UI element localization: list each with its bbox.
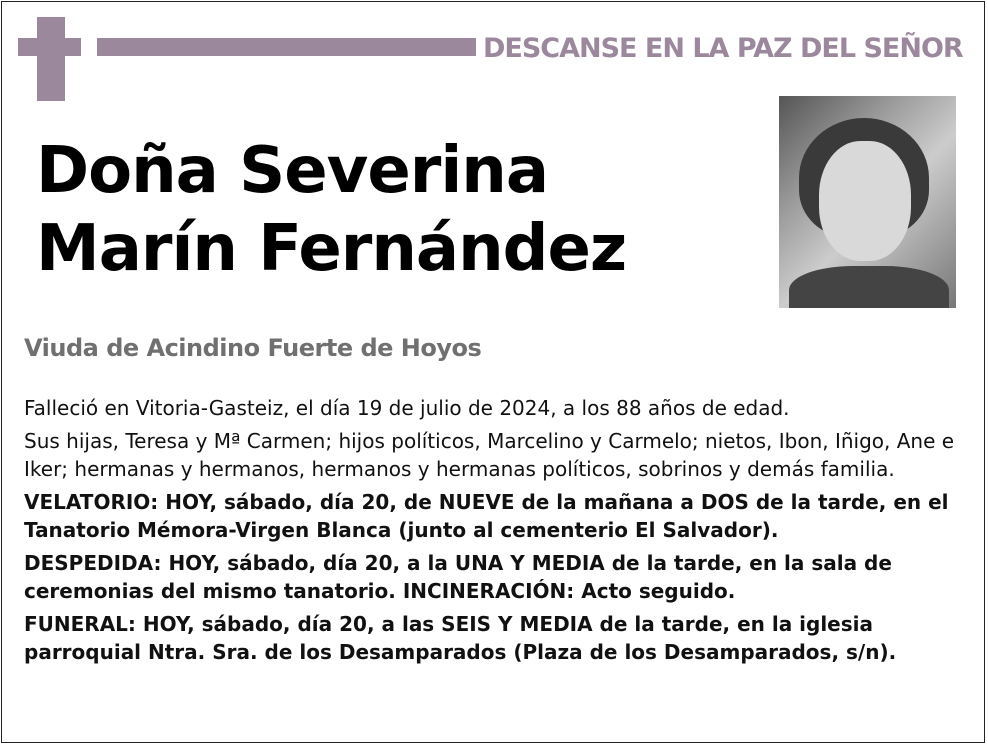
- header-rule: [97, 38, 476, 56]
- name-line-1: Doña Severina: [36, 134, 548, 208]
- funeral-info: FUNERAL: HOY, sábado, día 20, a las SEIS Y MEDIA de la tarde, en la iglesia parroquial Ntra. Sra. de los Desamparados (Plaza de los Desamparados, s/n).: [24, 612, 897, 664]
- deceased-name: [36, 132, 626, 288]
- family-list: Sus hijas, Teresa y Mª Carmen; hijos políticos, Marcelino y Carmelo; nietos, Ibon, Iñigo, Ane e Iker; hermanas y hermanos, hermanos y hermanas políticos, sobrinos y demás familia.: [24, 429, 955, 481]
- farewell-info: DESPEDIDA: HOY, sábado, día 20, a la UNA Y MEDIA de la tarde, en la sala de ceremonias del mismo tanatorio. INCINERACIÓN: Acto seguido.: [24, 551, 892, 603]
- header-motto: DESCANSE EN LA PAZ DEL SEÑOR: [483, 33, 963, 64]
- name-line-2: Marín Fernández: [36, 212, 627, 286]
- cross-icon-arm: [18, 38, 81, 56]
- death-notice: Falleció en Vitoria-Gasteiz, el día 19 de julio de 2024, a los 88 años de edad.: [24, 396, 790, 420]
- cross-icon: [37, 17, 65, 101]
- subtitle: Viuda de Acindino Fuerte de Hoyos: [24, 334, 482, 362]
- wake-info: VELATORIO: HOY, sábado, día 20, de NUEVE de la mañana a DOS de la tarde, en el Tanatorio Mémora-Virgen Blanca (junto al cementerio El Salvador).: [24, 490, 949, 542]
- obituary-body: [24, 394, 959, 671]
- deceased-photo: [779, 96, 956, 308]
